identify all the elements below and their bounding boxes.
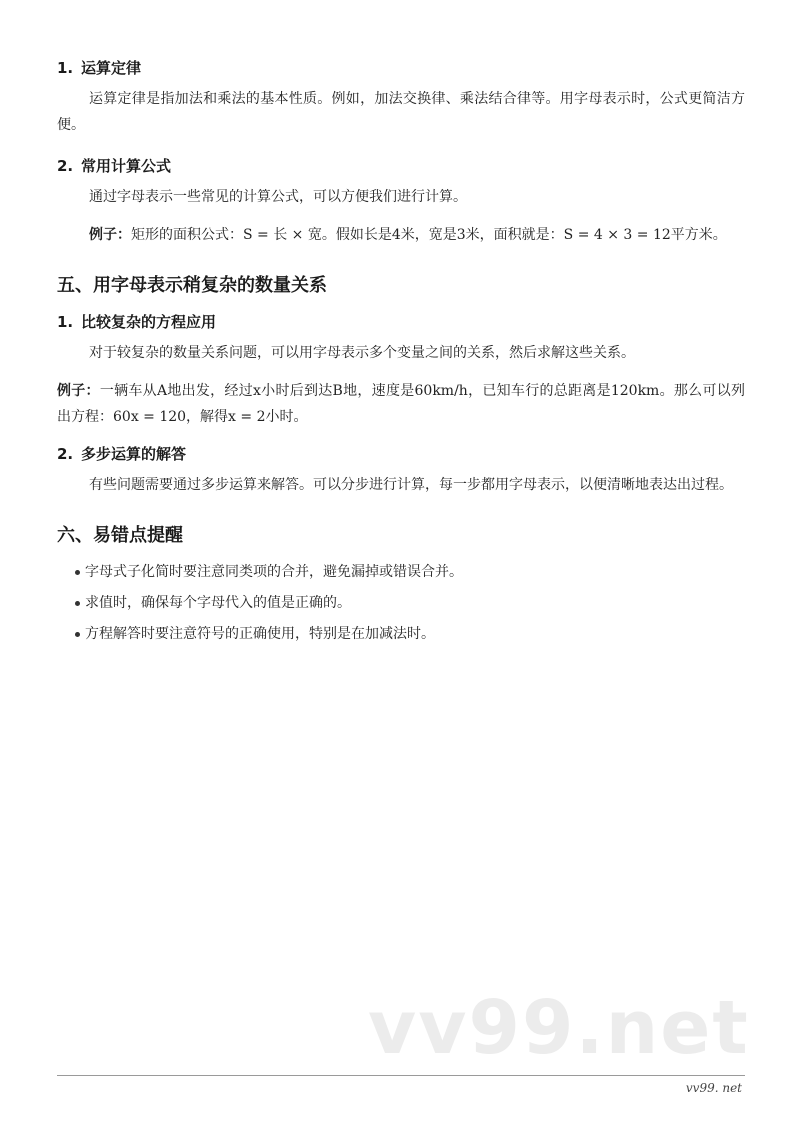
list-item-text: 字母式子化简时要注意同类项的合并，避免漏掉或错误合并。 (85, 564, 463, 580)
example-rectangle-area (57, 222, 745, 248)
bullet-icon (75, 601, 80, 606)
common-mistakes-list (57, 562, 745, 644)
subheading-title: 运算定律 (81, 59, 142, 77)
paragraph-common-formulas: 通过字母表示一些常见的计算公式，可以方便我们进行计算。 (89, 189, 467, 205)
list-item-text: 方程解答时要注意符号的正确使用，特别是在加减法时。 (85, 626, 435, 642)
example-label: 例子： (57, 383, 100, 399)
subheading-operation-laws (57, 58, 745, 78)
subheading-complex-equations (57, 312, 745, 332)
bullet-icon (75, 570, 80, 575)
subheading-common-formulas (57, 156, 745, 176)
paragraph-operation-laws: 运算定律是指加法和乘法的基本性质。例如，加法交换律、乘法结合律等。用字母表示时，公式更简洁方便。 (57, 91, 745, 133)
example-text: 矩形的面积公式：S = 长 × 宽。假如长是4米，宽是3米，面积就是：S = 4 × 3 = 12平方米。 (131, 227, 727, 243)
paragraph-multi-step: 有些问题需要通过多步运算来解答。可以分步进行计算，每一步都用字母表示，以便清晰地表达出过程。 (89, 477, 733, 493)
subheading-number: 2. (57, 445, 74, 463)
section-heading-six: 六、易错点提醒 (57, 525, 183, 546)
subheading-multi-step (57, 444, 745, 464)
example-car-distance (57, 378, 745, 430)
footer-divider (57, 1075, 745, 1076)
subheading-number: 1. (57, 59, 74, 77)
list-item (57, 624, 745, 644)
watermark: vv99.net (368, 985, 750, 1071)
list-item-text: 求值时，确保每个字母代入的值是正确的。 (85, 595, 351, 611)
subheading-title: 多步运算的解答 (81, 445, 187, 463)
subheading-title: 比较复杂的方程应用 (81, 313, 217, 331)
bullet-icon (75, 632, 80, 637)
subheading-number: 1. (57, 313, 74, 331)
footer-site-name: vv99. net (685, 1081, 742, 1095)
list-item (57, 593, 745, 613)
document-page (57, 58, 745, 655)
subheading-title: 常用计算公式 (81, 157, 172, 175)
list-item (57, 562, 745, 582)
example-text: 一辆车从A地出发，经过x小时后到达B地，速度是60km/h，已知车行的总距离是120km。那么可以列出方程：60x = 120，解得x = 2小时。 (57, 383, 745, 425)
paragraph-complex-equations: 对于较复杂的数量关系问题，可以用字母表示多个变量之间的关系，然后求解这些关系。 (89, 345, 635, 361)
example-label: 例子： (89, 227, 131, 243)
subheading-number: 2. (57, 157, 74, 175)
section-heading-five: 五、用字母表示稍复杂的数量关系 (57, 275, 327, 296)
